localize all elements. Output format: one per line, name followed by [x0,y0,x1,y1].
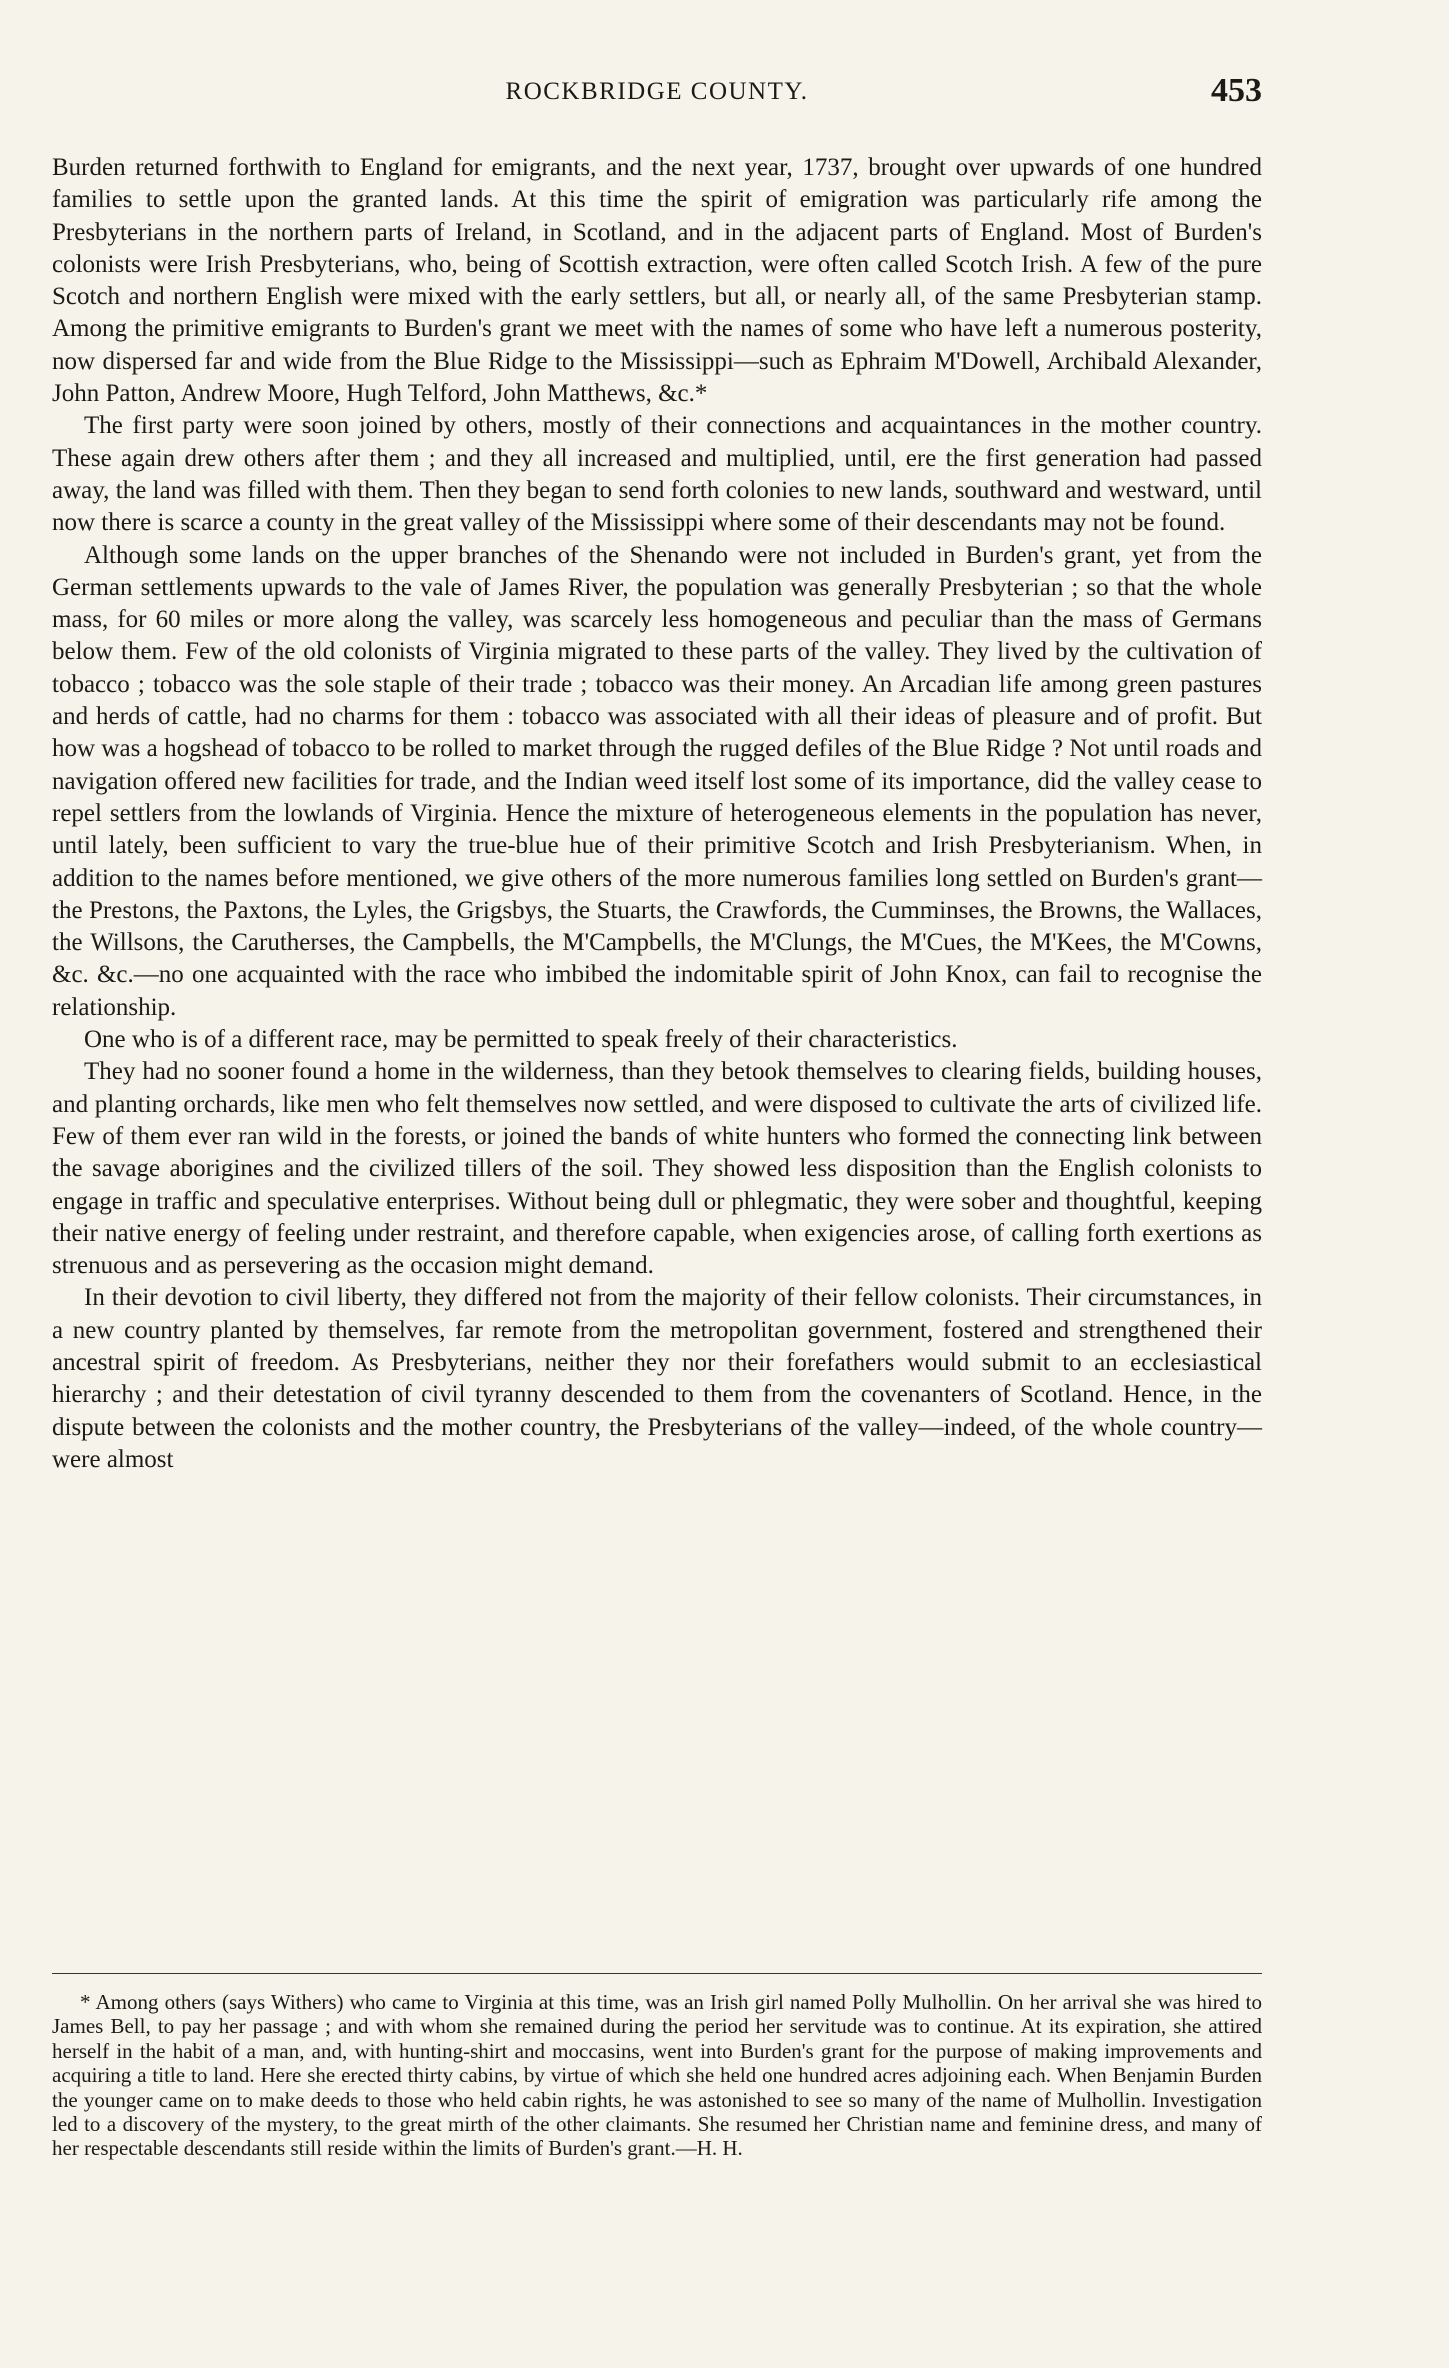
page-header [52,74,1262,114]
running-title: ROCKBRIDGE COUNTY. [505,78,809,105]
paragraph: Burden returned forthwith to England for emigrants, and the next year, 1737, brought over upwards of one hundred families to settle upon the granted lands. At this time the spirit of emigration was particularly rife among the Presbyterians in the northern parts of Ireland, in Scotland, and in the adjacent parts of England. Most of Burden's colonists were Irish Presbyterians, who, being of Scottish extraction, were often called Scotch Irish. A few of the pure Scotch and northern English were mixed with the early settlers, but all, or nearly all, of the same Presbyterian stamp. Among the primitive emigrants to Burden's grant we meet with the names of some who have left a numerous posterity, now dispersed far and wide from the Blue Ridge to the Mississippi—such as Ephraim M'Dowell, Archibald Alexander, John Patton, Andrew Moore, Hugh Telford, John Matthews, &c.* [52,154,1262,408]
body-text [52,152,1262,1476]
paragraph: In their devotion to civil liberty, they differed not from the majority of their fellow colonists. Their circumstances, in a new country planted by themselves, far remote from the metropolitan government, fostered and strengthened their ancestral spirit of freedom. As Presbyterians, neither they nor their forefathers would submit to an ecclesiastical hierarchy ; and their detestation of civil tyranny descended to them from the covenanters of Scotland. Hence, in the dispute between the colonists and the mother country, the Presbyterians of the valley—indeed, of the whole country—were almost [52,1284,1262,1473]
paragraph: They had no sooner found a home in the wilderness, than they betook themselves to clearing fields, building houses, and planting orchards, like men who felt themselves now settled, and were disposed to cultivate the arts of civilized life. Few of them ever ran wild in the forests, or joined the bands of white hunters who formed the connecting link between the savage aborigines and the civilized tillers of the soil. They showed less disposition than the English colonists to engage in traffic and speculative enterprises. Without being dull or phlegmatic, they were sober and thoughtful, keeping their native energy of feeling under restraint, and therefore capable, when exigencies arose, of calling forth exertions as strenuous and as persevering as the occasion might demand. [52,1058,1262,1280]
paragraph: The first party were soon joined by others, mostly of their connections and acquaintances in the mother country. These again drew others after them ; and they all increased and multiplied, until, ere the first generation had passed away, the land was filled with them. Then they began to send forth colonies to new lands, southward and westward, until now there is scarce a county in the great valley of the Mississippi where some of their descendants may not be found. [52,412,1262,537]
paragraph: One who is of a different race, may be permitted to speak freely of their characteristics. [84,1026,958,1054]
footnote-divider [52,1973,1262,1974]
footnote: * Among others (says Withers) who came to Virginia at this time, was an Irish girl named Polly Mulhollin. On her arrival she was hired to James Bell, to pay her passage ; and with whom she remained during the period her servitude was to continue. At its expiration, she attired herself in the habit of a man, and, with hunting-shirt and moccasins, went into Burden's grant for the purpose of making improvements and acquiring a title to land. Here she erected thirty cabins, by virtue of which she held one hundred acres adjoining each. When Benjamin Burden the younger came on to make deeds to those who held cabin rights, he was astonished to see so many of the name of Mulhollin. Investigation led to a discovery of the mystery, to the great mirth of the other claimants. She resumed her Christian name and feminine dress, and many of her respectable descendants still reside within the limits of Burden's grant.—H. H. [52,1990,1262,2161]
page-number: 453 [1211,72,1262,109]
paragraph: Although some lands on the upper branches of the Shenando were not included in Burden's grant, yet from the German settlements upwards to the vale of James River, the population was generally Presbyterian ; so that the whole mass, for 60 miles or more along the valley, was scarcely less homogeneous and peculiar than the mass of Germans below them. Few of the old colonists of Virginia migrated to these parts of the valley. They lived by the cultivation of tobacco ; tobacco was the sole staple of their trade ; tobacco was their money. An Arcadian life among green pastures and herds of cattle, had no charms for them : tobacco was associated with all their ideas of pleasure and of profit. But how was a hogshead of tobacco to be rolled to market through the rugged defiles of the Blue Ridge ? Not until roads and navigation offered new facilities for trade, and the Indian weed itself lost some of its importance, did the valley cease to repel settlers from the lowlands of Virginia. Hence the mixture of heterogeneous elements in the population has never, until lately, been sufficient to vary the true-blue hue of their primitive Scotch and Irish Presbyterianism. When, in addition to the names before mentioned, we give others of the more numerous families long settled on Burden's grant—the Prestons, the Paxtons, the Lyles, the Grigsbys, the Stuarts, the Crawfords, the Cumminses, the Browns, the Wallaces, the Willsons, the Carutherses, the Campbells, the M'Campbells, the M'Clungs, the M'Cues, the M'Kees, the M'Cowns, &c. &c.—no one acquainted with the race who imbibed the indomitable spirit of John Knox, can fail to recognise the relationship. [52,541,1262,1021]
